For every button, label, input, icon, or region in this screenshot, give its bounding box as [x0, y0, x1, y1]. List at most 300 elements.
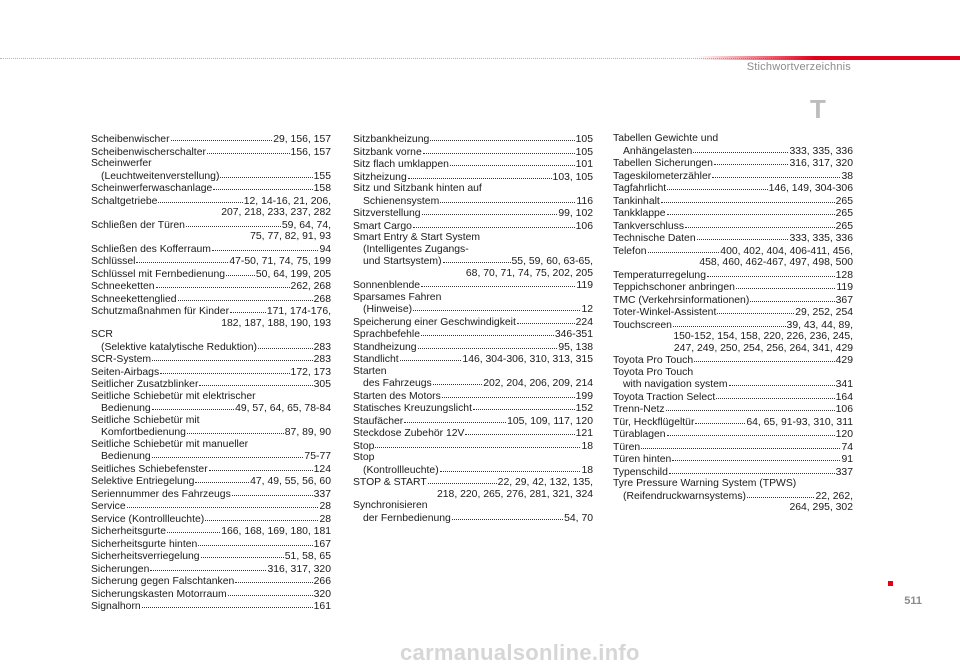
index-entry-line — [613, 281, 853, 294]
page-references: 29, 156, 157 — [273, 134, 331, 145]
dot-leader — [717, 306, 794, 314]
section-title: Stichwortverzeichnis — [746, 61, 851, 73]
index-term: Scheinwerfer — [91, 158, 152, 169]
index-entry — [91, 463, 331, 476]
index-term: Temperaturregelung — [613, 269, 706, 281]
index-entry — [91, 563, 331, 576]
dot-leader — [127, 500, 319, 508]
index-term: Sparsames Fahren — [353, 291, 442, 303]
index-letter: T — [810, 94, 826, 124]
page-references: 120 — [835, 429, 853, 440]
page-references: 75, 77, 82, 91, 93 — [250, 231, 331, 242]
page-references: 182, 187, 188, 190, 193 — [221, 317, 331, 329]
index-entry — [613, 453, 853, 466]
index-entry-line — [91, 231, 331, 243]
index-term: Seitliche Schiebetür mit manueller — [91, 438, 249, 450]
index-term: Sicherungen — [91, 563, 150, 575]
dot-leader — [750, 294, 834, 302]
index-entry — [613, 319, 853, 355]
index-entry-line — [353, 232, 593, 244]
index-term: Tankklappe — [613, 208, 666, 219]
page-references: 51, 58, 65 — [284, 551, 331, 562]
index-entry — [613, 416, 853, 429]
index-term: Türen — [613, 441, 641, 453]
index-term: des Fahrzeugs — [363, 378, 432, 389]
index-entry-line — [91, 243, 331, 256]
dot-leader — [152, 450, 304, 458]
index-term: Sicherung gegen Falschtanken — [91, 576, 235, 587]
page-references: 400, 402, 404, 406-411, 456, — [720, 245, 853, 257]
dot-leader — [450, 158, 575, 166]
index-entry — [353, 207, 593, 220]
page-references: 320 — [313, 588, 331, 600]
index-entry — [91, 133, 331, 146]
page-references: 18 — [581, 440, 593, 452]
dot-leader — [443, 255, 511, 263]
index-entry-line — [91, 170, 331, 183]
index-entry-line — [91, 439, 331, 451]
index-entry — [613, 245, 853, 269]
index-entry — [91, 280, 331, 293]
index-term: Anhängelasten — [623, 145, 693, 157]
dot-leader — [661, 195, 835, 203]
index-entry-line — [613, 220, 853, 233]
dot-leader — [421, 328, 554, 336]
page-references: 268 — [313, 293, 331, 305]
page-references: 305 — [313, 379, 331, 390]
index-entry-line — [613, 145, 853, 158]
page-references: 54, 70 — [564, 512, 593, 524]
index-entry-line — [353, 268, 593, 280]
index-term: Tyre Pressure Warning System (TPWS) — [613, 478, 797, 489]
page-references: 29, 252, 254 — [795, 307, 853, 318]
page-references: 49, 57, 64, 65, 78-84 — [235, 403, 331, 414]
index-term: Stop — [353, 440, 375, 452]
index-term: SCR-System — [91, 354, 152, 365]
index-entry-line — [613, 441, 853, 454]
index-entry-line — [353, 255, 593, 268]
dot-leader — [430, 133, 574, 141]
index-entry-line — [353, 133, 593, 146]
index-entry — [91, 255, 331, 268]
index-entry — [613, 281, 853, 294]
index-term: Tankinhalt — [613, 195, 660, 207]
page-references: 12 — [581, 304, 593, 315]
index-term: Türablagen — [613, 429, 666, 440]
index-entry-line — [613, 294, 853, 307]
dot-leader — [152, 402, 234, 410]
index-entry — [613, 466, 853, 479]
index-entry-line — [91, 341, 331, 354]
index-entry-line — [91, 391, 331, 403]
dot-leader — [695, 416, 745, 424]
index-entry-line — [91, 207, 331, 219]
page-references: 146, 304-306, 310, 313, 315 — [462, 354, 593, 365]
index-term: Standlicht — [353, 354, 399, 365]
index-entry-line — [91, 563, 331, 576]
page-references: 164 — [835, 391, 853, 403]
index-entry-line — [91, 329, 331, 341]
index-term: Sitzheizung — [353, 171, 407, 183]
page-references: 28 — [319, 513, 331, 525]
dot-leader — [209, 463, 313, 471]
index-term: Smart Cargo — [353, 220, 412, 232]
index-term: Speicherung einer Geschwindigkeit — [353, 316, 516, 328]
index-entry — [91, 588, 331, 601]
page-references: 316, 317, 320 — [789, 158, 853, 169]
dot-leader — [669, 466, 835, 474]
index-entry-line — [91, 415, 331, 427]
index-term: Starten — [353, 365, 387, 377]
index-entry — [353, 292, 593, 316]
index-column-2 — [353, 133, 593, 524]
index-term: Komfortbedienung — [101, 427, 186, 438]
index-entry — [353, 390, 593, 403]
dot-leader — [228, 588, 313, 596]
index-term: Smart Entry & Start System — [353, 232, 481, 243]
dot-leader — [226, 268, 255, 276]
index-term: Schlüssel mit Fernbedienung — [91, 268, 225, 280]
page-references: 337 — [313, 488, 331, 500]
page-references: 266 — [313, 576, 331, 587]
index-entry — [613, 182, 853, 195]
index-entry — [91, 353, 331, 366]
index-entry — [91, 158, 331, 182]
index-term: Schneekettenglied — [91, 293, 177, 305]
index-entry — [353, 402, 593, 415]
dot-leader — [413, 220, 575, 228]
dot-leader — [672, 453, 840, 461]
index-term: Sitzbank vorne — [353, 146, 422, 158]
page-references: 12, 14-16, 21, 206, — [243, 195, 331, 207]
index-entry-line — [91, 600, 331, 613]
index-entry-line — [353, 328, 593, 341]
index-term: Schlüssel — [91, 256, 136, 267]
index-entry-line — [613, 170, 853, 183]
index-entry-line — [353, 292, 593, 304]
page-references: 105 — [575, 134, 593, 145]
dot-leader — [404, 415, 506, 423]
index-entry-line — [613, 453, 853, 466]
index-entry — [91, 293, 331, 306]
page-references: 64, 65, 91-93, 310, 311 — [746, 416, 853, 428]
index-entry — [613, 403, 853, 416]
dot-leader — [400, 353, 462, 361]
dot-leader — [747, 490, 814, 498]
index-term: Stop — [353, 452, 375, 463]
dot-leader — [712, 170, 840, 178]
index-entry — [353, 500, 593, 524]
index-term: Starten des Motors — [353, 390, 441, 402]
page-references: 167 — [313, 538, 331, 550]
index-entry-line — [91, 488, 331, 501]
index-term: Sicherheitsverriegelung — [91, 551, 200, 562]
index-term: Service — [91, 501, 126, 512]
page-references: 124 — [313, 463, 331, 475]
index-entry-line — [613, 257, 853, 269]
index-entry — [353, 220, 593, 233]
index-term: Tageskilometerzähler — [613, 170, 712, 182]
index-entry — [613, 220, 853, 233]
page-references: 22, 262, — [815, 490, 853, 502]
dot-leader — [178, 293, 313, 301]
index-entry-line — [91, 305, 331, 318]
page-references: 172, 173 — [290, 366, 331, 378]
index-entry-line — [613, 133, 853, 145]
index-term: Seitliches Schiebefenster — [91, 463, 208, 475]
index-entry — [613, 157, 853, 170]
page-references: 247, 249, 250, 254, 256, 264, 341, 429 — [673, 342, 853, 354]
index-entry-line — [353, 377, 593, 390]
dot-leader — [465, 427, 574, 435]
index-entry-line — [91, 513, 331, 526]
dot-leader — [707, 269, 835, 277]
dot-leader — [422, 207, 558, 215]
page-references: 105 — [575, 146, 593, 158]
index-entry-line — [91, 158, 331, 170]
index-term: und Startsystem) — [363, 256, 442, 267]
index-entry-line — [353, 415, 593, 428]
index-entry-line — [353, 512, 593, 525]
index-entry-line — [353, 440, 593, 453]
page-references: 224 — [575, 316, 593, 328]
index-term: Schließen der Türen — [91, 219, 185, 231]
page-references: 146, 149, 304-306 — [768, 183, 853, 194]
index-term: Signalhorn — [91, 601, 141, 612]
index-entry — [613, 306, 853, 319]
dot-leader — [198, 538, 312, 546]
index-term: (Hinweise) — [363, 304, 413, 315]
index-entry-line — [353, 279, 593, 292]
index-entry — [353, 171, 593, 184]
page-references: 150-152, 154, 158, 220, 226, 236, 245, — [673, 331, 853, 342]
dot-leader — [207, 146, 290, 154]
page-references: 103, 105 — [552, 171, 593, 183]
dot-leader — [201, 550, 284, 558]
page-references: 262, 268 — [290, 281, 331, 292]
index-entry — [91, 550, 331, 563]
index-entry-line — [613, 416, 853, 429]
dot-leader — [235, 575, 312, 583]
index-entry — [613, 133, 853, 157]
dot-leader — [167, 525, 220, 533]
index-entry — [91, 391, 331, 415]
index-column-3 — [613, 133, 853, 514]
page-references: 337 — [835, 466, 853, 478]
index-entry — [353, 316, 593, 329]
page-references: 333, 335, 336 — [789, 145, 853, 157]
index-entry-line — [353, 183, 593, 195]
index-entry — [91, 146, 331, 159]
index-entry-line — [353, 390, 593, 403]
index-entry-line — [91, 426, 331, 439]
dot-leader — [408, 171, 552, 179]
index-entry-line — [353, 146, 593, 159]
dot-leader — [452, 512, 563, 520]
index-entry-line — [353, 427, 593, 440]
page-references: 265 — [835, 220, 853, 232]
dot-leader — [648, 245, 720, 253]
index-entry — [613, 441, 853, 454]
dot-leader — [517, 316, 575, 324]
index-entry-line — [353, 220, 593, 233]
index-entry-line — [91, 219, 331, 232]
index-entry — [91, 575, 331, 588]
index-entry-line — [91, 450, 331, 463]
dot-leader — [693, 145, 788, 153]
page-references: 74 — [841, 441, 853, 453]
page-references: 91 — [841, 454, 853, 465]
index-entry — [91, 195, 331, 219]
page-references: 18 — [581, 464, 593, 476]
page-references: 75-77 — [304, 451, 331, 462]
page-references: 59, 64, 74, — [281, 219, 331, 231]
index-entry — [613, 354, 853, 367]
page-references: 94 — [319, 243, 331, 255]
index-entry — [91, 525, 331, 538]
index-entry-line — [613, 428, 853, 441]
index-entry-line — [353, 341, 593, 354]
index-term: SCR — [91, 329, 113, 340]
dot-leader — [685, 220, 835, 228]
page-references: 128 — [835, 269, 853, 281]
dot-leader — [473, 402, 575, 410]
index-term: Toyota Traction Select — [613, 391, 716, 403]
page-references: 158 — [313, 183, 331, 194]
index-term: Service (Kontrollleuchte) — [91, 513, 205, 525]
dot-leader — [150, 563, 266, 571]
index-entry — [353, 328, 593, 341]
index-entry — [613, 269, 853, 282]
dot-leader — [673, 319, 786, 327]
index-term: Schließen des Kofferraum — [91, 243, 211, 255]
page-references: 283 — [313, 354, 331, 365]
page-references: 106 — [575, 220, 593, 232]
index-term: Typenschild — [613, 466, 668, 478]
index-entry — [91, 600, 331, 613]
page-references: 202, 204, 206, 209, 214 — [483, 378, 593, 389]
page-references: 218, 220, 265, 276, 281, 321, 324 — [437, 488, 593, 500]
page-references: 106 — [835, 404, 853, 415]
index-entry-line — [613, 207, 853, 220]
index-entry — [91, 219, 331, 243]
page-references: 105, 109, 117, 120 — [507, 415, 593, 427]
page-number: 511 — [904, 595, 922, 607]
index-entry — [91, 475, 331, 488]
page-references: 50, 64, 199, 205 — [255, 268, 331, 280]
index-entry-line — [613, 343, 853, 355]
index-entry-line — [91, 575, 331, 588]
index-entry-line — [353, 244, 593, 256]
page-references: 316, 317, 320 — [267, 563, 331, 575]
index-entry-line — [91, 525, 331, 538]
dot-leader — [666, 403, 835, 411]
index-entry — [91, 243, 331, 256]
dot-leader — [667, 207, 835, 215]
dot-leader — [418, 341, 558, 349]
dot-leader — [213, 182, 312, 190]
index-term: Schneeketten — [91, 281, 155, 292]
index-entry-line — [613, 245, 853, 258]
index-entry — [613, 367, 853, 391]
index-entry — [91, 366, 331, 379]
index-entry — [91, 513, 331, 526]
index-column-1 — [91, 133, 331, 613]
index-entry — [613, 207, 853, 220]
index-term: Statisches Kreuzungslicht — [353, 403, 472, 414]
index-entry-line — [613, 478, 853, 490]
index-entry-line — [91, 133, 331, 146]
index-entry — [91, 378, 331, 391]
index-entry-line — [613, 354, 853, 367]
index-term: Sonnenblende — [353, 280, 421, 291]
dot-leader — [186, 219, 281, 227]
index-term: Toyota Pro Touch — [613, 366, 694, 378]
index-entry-line — [91, 463, 331, 476]
page-references: 333, 335, 336 — [789, 233, 853, 244]
dot-leader — [205, 513, 318, 521]
index-entry-line — [91, 366, 331, 379]
dot-leader — [152, 353, 313, 361]
page-references: 95, 138 — [558, 341, 593, 353]
dot-leader — [171, 133, 273, 141]
index-entry — [613, 478, 853, 514]
page-references: 101 — [575, 159, 593, 170]
index-entry — [613, 232, 853, 245]
dot-leader — [697, 232, 789, 240]
index-entry-line — [613, 331, 853, 343]
index-entry-line — [613, 378, 853, 391]
index-term: Touchscreen — [613, 319, 672, 331]
page-references: 87, 89, 90 — [284, 427, 331, 438]
dot-leader — [716, 391, 834, 399]
dot-leader — [442, 390, 575, 398]
dot-leader — [413, 303, 580, 311]
page-references: 116 — [576, 195, 593, 207]
index-term: Sicherheitsgurte hinten — [91, 538, 198, 550]
index-entry-line — [613, 502, 853, 514]
page-references: 264, 295, 302 — [789, 502, 853, 513]
page-references: 55, 59, 60, 63-65, — [511, 256, 593, 267]
index-entry-line — [613, 232, 853, 245]
index-entry-line — [613, 403, 853, 416]
index-entry-line — [353, 158, 593, 171]
index-entry — [353, 146, 593, 159]
page-references: 152 — [575, 403, 593, 414]
index-entry — [353, 476, 593, 500]
index-term: Seiten-Airbags — [91, 366, 160, 378]
index-entry — [353, 366, 593, 390]
page-references: 367 — [835, 294, 853, 306]
dot-leader — [714, 157, 788, 165]
page-references: 265 — [835, 195, 853, 207]
dot-leader — [428, 476, 497, 484]
dot-leader — [230, 305, 266, 313]
index-entry-line — [613, 306, 853, 319]
index-entry — [91, 500, 331, 513]
page-references: 283 — [313, 341, 331, 353]
page-references: 171, 174-176, — [266, 306, 331, 317]
watermark: carmanualsonline.info — [400, 640, 640, 665]
index-entry — [353, 452, 593, 476]
index-entry-line — [353, 366, 593, 378]
index-term: Sitzverstellung — [353, 208, 421, 219]
index-entry-line — [91, 268, 331, 281]
page-references: 22, 29, 42, 132, 135, — [497, 477, 593, 488]
index-entry — [353, 133, 593, 146]
index-entry — [91, 538, 331, 551]
dot-leader — [736, 281, 836, 289]
